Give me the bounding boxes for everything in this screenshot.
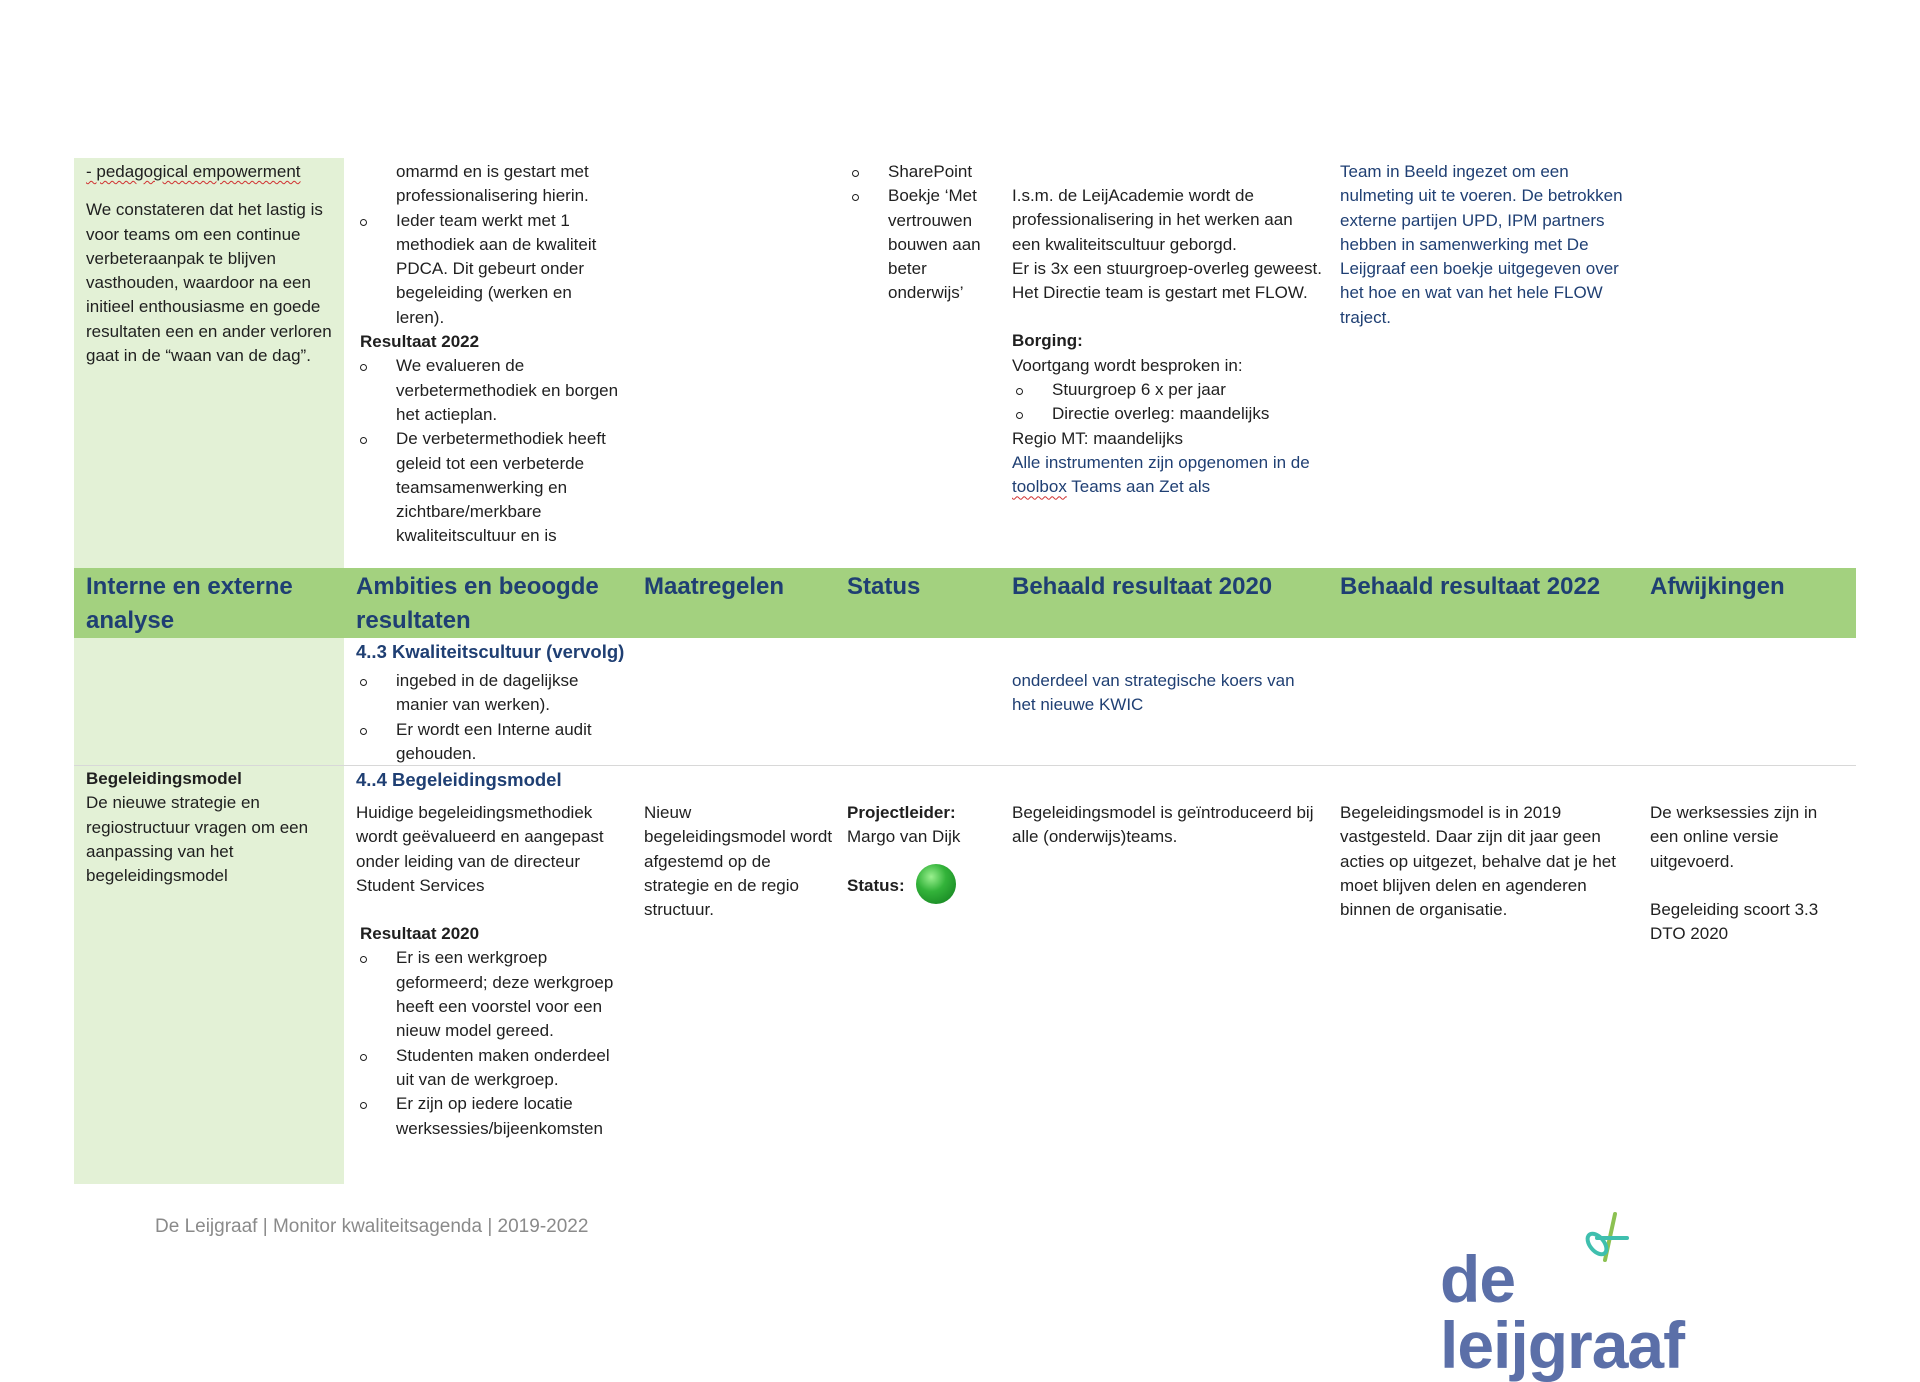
borging-bullet: Stuurgroep 6 x per jaar: [1012, 378, 1322, 402]
analysis-title: Begeleidingsmodel: [86, 769, 242, 788]
section-4-4-ambitions: [356, 801, 624, 1141]
page-footer: De Leijgraaf | Monitor kwaliteitsagenda | 2019-2022: [155, 1216, 589, 1237]
header-analysis: Interne en externe analyse: [86, 573, 293, 634]
section-4-4-maatregelen: Nieuw begeleidingsmodel wordt afgestemd op de strategie en de regio structuur.: [644, 803, 833, 920]
leijgraaf-logo: [1440, 1212, 1770, 1382]
result-2020-text: Het Directie team is gestart met FLOW.: [1012, 283, 1308, 303]
ambition-bullet: Er wordt een Interne audit gehouden.: [356, 718, 624, 767]
section-4-3-ambitions: [356, 669, 624, 766]
header-maatregelen: Maatregelen: [644, 573, 785, 600]
row-divider: [74, 765, 1856, 766]
afwijking-text: Begeleiding scoort 3.3 DTO 2020: [1650, 899, 1819, 944]
result-2022-title: Resultaat 2022: [360, 332, 480, 352]
top-status-cell: [848, 160, 998, 306]
afwijking-text: De werksessies zijn in een online versie uitgevoerd.: [1650, 803, 1818, 871]
analysis-text: De nieuwe strategie en regiostructuur vragen om een aanpassing van het begeleidingsmodel: [86, 793, 309, 886]
header-status: Status: [847, 573, 921, 600]
borging-title: Borging:: [1012, 331, 1083, 351]
section-4-4-result-2022: Begeleidingsmodel is in 2019 vastgesteld. Daar zijn dit jaar geen acties op uitgezet, behalve dat je het moet blijven delen en agenderen binnen de organisatie.: [1340, 803, 1616, 920]
status-bullet: Boekje ‘Met vertrouwen bouwen aan beter onderwijs’: [848, 184, 998, 305]
section-4-3-title: 4..3 Kwaliteitscultuur (vervolg): [356, 641, 625, 662]
section-4-4-title: 4..4 Begeleidingsmodel: [356, 769, 562, 790]
top-analysis-cell: [86, 160, 336, 368]
status-bullet: SharePoint: [848, 160, 998, 184]
header-afwijkingen: Afwijkingen: [1650, 573, 1785, 600]
borging-regio: Regio MT: maandelijks: [1012, 428, 1184, 448]
top-result-2022-cell: Team in Beeld ingezet om een nulmeting uit te voeren. De betrokken externe partijen UPD, IPM partners hebben in samenwerking met De Leijgraaf een boekje uitgegeven over het hoe en wat van het hele FLOW traject.: [1340, 162, 1623, 327]
ambition-bullet: We evalueren de verbetermethodiek en borgen het actieplan.: [356, 354, 624, 427]
ambition-bullet: De verbetermethodiek heeft geleid tot een verbeterde teamsamenwerking en zichtbare/merkbare kwaliteitscultuur en is: [356, 427, 624, 548]
analysis-text: We constateren dat het lastig is voor teams om een continue verbeteraanpak te blijven vasthouden, waardoor na een initieel enthousiasme en goede resultaten een en ander verloren gaat in de “waan van de dag”.: [86, 200, 332, 366]
section-4-3-result-2020: onderdeel van strategische koers van het nieuwe KWIC: [1012, 671, 1295, 715]
header-result-2020: Behaald resultaat 2020: [1012, 573, 1273, 600]
result-2020-title: Resultaat 2020: [360, 924, 480, 944]
borging-bullet: Directie overleg: maandelijks: [1012, 402, 1322, 426]
result-2020-text: I.s.m. de LeijAcademie wordt de professionalisering in het werken aan een kwaliteitscultuur geborgd.: [1012, 186, 1293, 254]
projectleider-label: Projectleider:: [847, 803, 956, 822]
logo-text: de leijgraaf: [1440, 1242, 1685, 1382]
status-label: Status:: [847, 875, 905, 895]
top-result-2020-cell: [1012, 184, 1322, 500]
result-2020-text: Er is 3x een stuurgroep-overleg geweest.: [1012, 258, 1322, 278]
status-green-dot-icon: [916, 864, 956, 904]
borging-intro: Voortgang wordt besproken in:: [1012, 355, 1243, 375]
ambition-bullet: Er zijn op iedere locatie werksessies/bijeenkomsten: [356, 1092, 624, 1141]
borging-toolbox-text: Alle instrumenten zijn opgenomen in de toolbox Teams aan Zet als: [1012, 452, 1310, 497]
ambition-intro: omarmd en is gestart met professionalisering hierin.: [396, 162, 589, 206]
top-ambitions-cell: [356, 160, 624, 549]
analysis-title: - pedagogical empowerment: [86, 162, 301, 181]
ambition-text: Huidige begeleidingsmethodiek wordt geëvalueerd en aangepast onder leiding van de directeur Student Services: [356, 803, 604, 895]
ambition-bullet: ingebed in de dagelijkse manier van werken).: [356, 669, 624, 718]
analysis-column-middle: [74, 638, 344, 765]
projectleider-name: Margo van Dijk: [847, 827, 961, 847]
ambition-bullet: Ieder team werkt met 1 methodiek aan de kwaliteit PDCA. Dit gebeurt onder begeleiding (werken en leren).: [356, 209, 624, 330]
ambition-bullet: Er is een werkgroep geformeerd; deze werkgroep heeft een voorstel voor een nieuw model gereed.: [356, 946, 624, 1043]
section-4-4-analysis: [86, 767, 336, 888]
section-4-4-afwijkingen: [1650, 801, 1840, 946]
header-ambitions: Ambities en beoogde resultaten: [356, 573, 599, 634]
section-4-4-result-2020: Begeleidingsmodel is geïntroduceerd bij alle (onderwijs)teams.: [1012, 803, 1314, 847]
ambition-bullet: Studenten maken onderdeel uit van de werkgroep.: [356, 1044, 624, 1093]
header-result-2022: Behaald resultaat 2022: [1340, 573, 1601, 600]
